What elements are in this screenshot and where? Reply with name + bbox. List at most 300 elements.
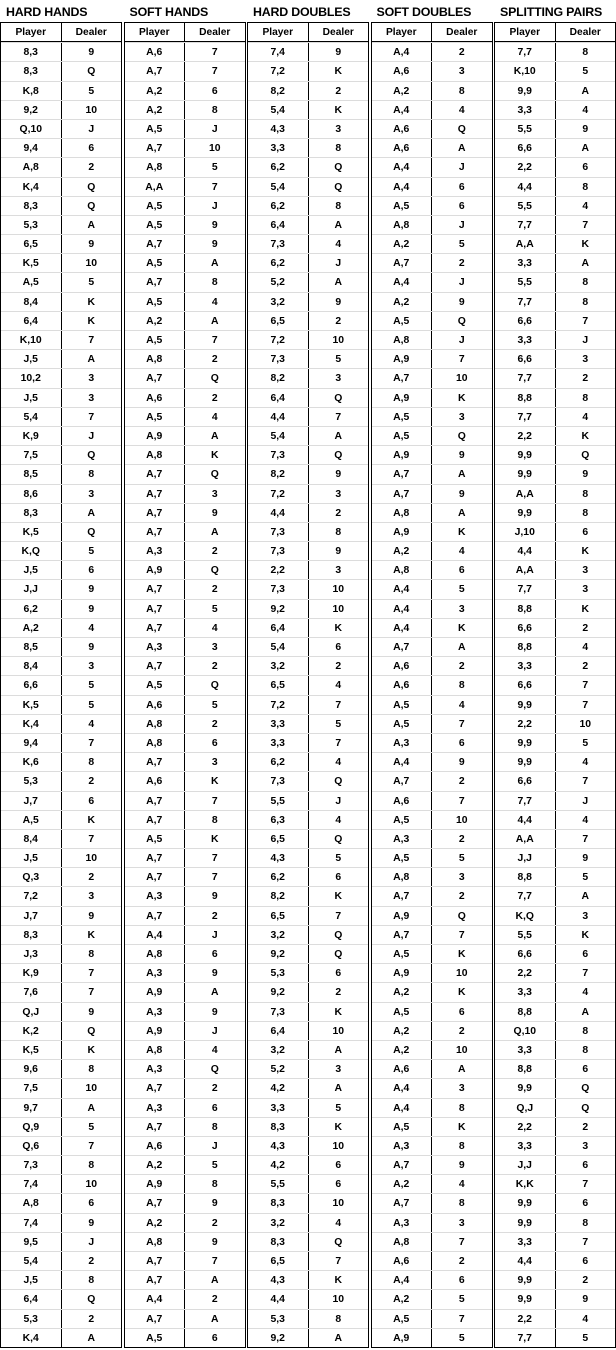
dealer-cell: 8 (555, 1041, 616, 1059)
player-cell: A,6 (393, 143, 410, 155)
dealer-cell: A (308, 1079, 369, 1097)
dealer-cell: 2 (431, 1252, 492, 1270)
table-row (495, 618, 615, 637)
dealer-cell: 6 (555, 1060, 616, 1078)
table-row (1, 599, 121, 618)
splitting-pairs-section (494, 0, 616, 1348)
player-cell: A,A (145, 181, 164, 193)
table-row (248, 1021, 368, 1040)
player-cell: 5,4 (270, 181, 285, 193)
table-row (248, 925, 368, 944)
table-row (372, 925, 492, 944)
table-row (125, 61, 245, 80)
player-cell: 4,2 (270, 1083, 285, 1095)
table-row (372, 1251, 492, 1270)
table-row (495, 522, 615, 541)
table-row (1, 714, 121, 733)
table-row (125, 42, 245, 61)
dealer-cell: 7 (61, 331, 122, 349)
dealer-cell: 7 (61, 1137, 122, 1155)
player-cell: J,5 (23, 392, 38, 404)
table-row (495, 1232, 615, 1251)
dealer-cell: 4 (61, 715, 122, 733)
dealer-cell: 8 (555, 1022, 616, 1040)
table-row (248, 579, 368, 598)
table-header-row (248, 23, 368, 42)
table-row (1, 407, 121, 426)
dealer-cell: 4 (555, 197, 616, 215)
dealer-cell: 5 (184, 1156, 245, 1174)
dealer-cell: J (61, 427, 122, 445)
player-cell: A,6 (393, 661, 410, 673)
dealer-cell: 8 (184, 101, 245, 119)
dealer-cell: J (184, 1022, 245, 1040)
player-cell: 6,2 (270, 162, 285, 174)
table-row (495, 886, 615, 905)
dealer-cell: A (184, 312, 245, 330)
table-row (495, 1213, 615, 1232)
player-cell: 8,8 (517, 603, 532, 615)
table-row (495, 599, 615, 618)
table-row (1, 944, 121, 963)
dealer-cell: 3 (184, 638, 245, 656)
player-cell: A,7 (146, 143, 163, 155)
dealer-cell: 6 (184, 945, 245, 963)
table-row (248, 1174, 368, 1193)
table-row (248, 1155, 368, 1174)
dealer-cell: A (555, 139, 616, 157)
table-row (495, 771, 615, 790)
dealer-cell: 8 (61, 1271, 122, 1289)
player-cell: A,7 (146, 277, 163, 289)
table-row (495, 1002, 615, 1021)
player-cell: 7,3 (23, 1160, 38, 1172)
player-cell: A,8 (393, 219, 410, 231)
table-header-row (372, 23, 492, 42)
dealer-cell: 7 (555, 964, 616, 982)
table-row (248, 407, 368, 426)
player-cell: A,8 (22, 162, 39, 174)
dealer-cell: J (555, 331, 616, 349)
dealer-cell: 2 (184, 657, 245, 675)
player-cell: 5,5 (517, 123, 532, 135)
table-row (1, 1328, 121, 1347)
player-cell: 7,2 (270, 335, 285, 346)
player-cell: A,9 (146, 987, 163, 999)
table-row (495, 196, 615, 215)
dealer-cell: 8 (555, 504, 616, 522)
player-cell: A,7 (393, 642, 410, 653)
player-cell: 5,4 (23, 1256, 38, 1267)
player-cell: 6,5 (270, 1256, 285, 1267)
dealer-cell: K (61, 811, 122, 829)
table-row (248, 177, 368, 196)
player-cell: Q,9 (22, 1121, 40, 1133)
table-row (1, 1098, 121, 1117)
player-cell: 4,4 (517, 546, 532, 558)
player-cell: A,6 (146, 1140, 163, 1152)
player-cell: A,7 (146, 469, 163, 481)
player-cell: A,8 (393, 1236, 410, 1248)
player-cell: 8,8 (517, 1006, 532, 1018)
dealer-cell: 9 (184, 235, 245, 253)
dealer-cell: J (555, 792, 616, 810)
dealer-cell: 7 (308, 696, 369, 714)
table-row (125, 733, 245, 752)
table-row (495, 81, 615, 100)
table-row (372, 1213, 492, 1232)
table-row (1, 42, 121, 61)
player-cell: 8,4 (23, 296, 38, 308)
player-cell: A,3 (146, 1102, 163, 1114)
table-row (495, 42, 615, 61)
player-cell: A,A (515, 239, 534, 251)
table-row (248, 445, 368, 464)
dealer-cell: K (555, 235, 616, 253)
dealer-cell: 4 (431, 542, 492, 560)
dealer-cell: A (184, 983, 245, 1001)
dealer-cell: K (184, 772, 245, 790)
dealer-cell: 10 (308, 1194, 369, 1212)
player-cell: K,2 (22, 1025, 39, 1037)
dealer-cell: 2 (431, 1022, 492, 1040)
table-row (495, 253, 615, 272)
dealer-cell: 2 (431, 887, 492, 905)
table-row (248, 253, 368, 272)
dealer-cell: Q (184, 369, 245, 387)
table-row (248, 791, 368, 810)
dealer-cell: J (184, 1137, 245, 1155)
player-cell: 6,2 (270, 757, 285, 769)
table-row (1, 253, 121, 272)
player-cell: 7,7 (517, 411, 532, 423)
dealer-cell: 7 (555, 216, 616, 234)
dealer-cell: 6 (308, 638, 369, 656)
table-row (1, 1232, 121, 1251)
player-cell: J,7 (23, 795, 38, 807)
player-cell: J,7 (23, 910, 38, 922)
dealer-cell: Q (184, 561, 245, 579)
table-row (125, 637, 245, 656)
section-title: SOFT DOUBLES (376, 5, 472, 19)
player-cell: 7,7 (517, 47, 532, 59)
table-row (1, 119, 121, 138)
dealer-cell: 6 (184, 1099, 245, 1117)
player-cell: 9,2 (270, 603, 285, 615)
table-row (495, 368, 615, 387)
dealer-cell: 2 (184, 542, 245, 560)
table-row (125, 944, 245, 963)
dealer-cell: 9 (184, 504, 245, 522)
table-row (1, 215, 121, 234)
dealer-cell: 10 (184, 139, 245, 157)
player-cell: 5,4 (270, 104, 285, 116)
player-cell: 7,3 (270, 776, 285, 788)
table-row (125, 982, 245, 1001)
table-row (372, 1136, 492, 1155)
player-cell: 4,4 (517, 1256, 532, 1267)
table-row (125, 234, 245, 253)
table-row (495, 388, 615, 407)
player-cell: A,9 (393, 910, 410, 922)
table-row (372, 196, 492, 215)
player-cell: J,3 (23, 949, 38, 960)
dealer-cell: 9 (555, 465, 616, 483)
player-cell: 7,2 (270, 66, 285, 78)
section-title: SPLITTING PAIRS (500, 5, 603, 19)
player-cell: A,7 (393, 1160, 410, 1172)
table-row (495, 1040, 615, 1059)
player-cell: 6,6 (517, 143, 532, 155)
player-cell: 5,5 (517, 200, 532, 212)
table-row (495, 1328, 615, 1347)
table-row (1, 656, 121, 675)
dealer-cell: Q (308, 830, 369, 848)
table-row (1, 349, 121, 368)
dealer-cell: Q (61, 197, 122, 215)
table-row (495, 963, 615, 982)
table-row (125, 177, 245, 196)
dealer-cell: 4 (555, 638, 616, 656)
table-row (248, 1040, 368, 1059)
dealer-cell: 3 (555, 580, 616, 598)
player-cell: A,7 (146, 1313, 163, 1325)
table-row (372, 982, 492, 1001)
player-cell: A,7 (146, 622, 163, 634)
player-cell: 5,4 (270, 642, 285, 653)
dealer-cell: 10 (308, 1290, 369, 1308)
table-row (372, 906, 492, 925)
player-cell: 8,3 (23, 47, 38, 59)
player-cell: 6,6 (517, 622, 532, 634)
dealer-cell: 3 (555, 350, 616, 368)
table-row (1, 196, 121, 215)
table-row (248, 829, 368, 848)
table-row (372, 42, 492, 61)
player-cell: K,9 (22, 968, 39, 980)
dealer-cell: 5 (184, 696, 245, 714)
table-row (125, 119, 245, 138)
dealer-cell: 10 (308, 580, 369, 598)
dealer-cell: 3 (184, 485, 245, 503)
table-row (372, 886, 492, 905)
player-cell: 6,5 (23, 239, 38, 251)
table-row (372, 695, 492, 714)
dealer-cell: K (308, 62, 369, 80)
table-row (1, 1117, 121, 1136)
player-cell: 5,3 (270, 968, 285, 980)
dealer-cell: 9 (431, 485, 492, 503)
dealer-cell: 2 (184, 907, 245, 925)
player-cell: A,8 (22, 1198, 39, 1210)
player-cell: A,3 (393, 1217, 410, 1229)
dealer-cell: 2 (555, 619, 616, 637)
table-row (1, 81, 121, 100)
player-cell: 6,6 (517, 354, 532, 366)
dealer-cell: 10 (431, 1041, 492, 1059)
player-cell: K,5 (22, 258, 39, 270)
table-row (1, 484, 121, 503)
player-cell: A,5 (146, 1332, 163, 1344)
player-cell: A,3 (146, 642, 163, 653)
player-cell: 7,3 (270, 526, 285, 538)
player-cell: 8,3 (270, 1198, 285, 1210)
dealer-cell: 10 (308, 1022, 369, 1040)
player-cell: K,Q (515, 910, 534, 922)
table-row (1, 1289, 121, 1308)
table-row (372, 867, 492, 886)
player-cell: 2,2 (517, 162, 532, 174)
player-cell: 7,3 (270, 1006, 285, 1018)
player-cell: A,7 (393, 891, 410, 903)
player-column-header: Player (509, 27, 541, 38)
table-row (1, 618, 121, 637)
dealer-cell: 9 (555, 120, 616, 138)
dealer-cell: 9 (184, 964, 245, 982)
table-header-row (1, 23, 121, 42)
dealer-cell: A (308, 427, 369, 445)
player-cell: 2,2 (517, 968, 532, 980)
table-row (372, 253, 492, 272)
player-cell: A,A (515, 833, 534, 845)
dealer-cell: 2 (431, 657, 492, 675)
table-row (495, 1098, 615, 1117)
table-row (248, 618, 368, 637)
dealer-cell: Q (431, 427, 492, 445)
dealer-cell: 7 (184, 792, 245, 810)
dealer-cell: 4 (61, 619, 122, 637)
dealer-cell: 4 (555, 408, 616, 426)
table-row (372, 272, 492, 291)
table-row (1, 560, 121, 579)
player-cell: 6,3 (270, 814, 285, 826)
player-cell: 9,9 (517, 737, 532, 749)
dealer-cell: 10 (308, 600, 369, 618)
dealer-cell: 5 (431, 1329, 492, 1347)
dealer-cell: 5 (308, 1099, 369, 1117)
dealer-cell: 2 (308, 82, 369, 100)
dealer-cell: Q (431, 120, 492, 138)
table-row (248, 541, 368, 560)
dealer-cell: J (308, 254, 369, 272)
player-cell: A,7 (393, 258, 410, 270)
dealer-column-header: Dealer (555, 23, 616, 41)
table-row (1, 445, 121, 464)
table-row (125, 1002, 245, 1021)
dealer-cell: 7 (555, 1175, 616, 1193)
table-row (125, 1098, 245, 1117)
player-cell: A,6 (146, 392, 163, 404)
table-row (1, 503, 121, 522)
table-row (1, 1059, 121, 1078)
player-cell: A,7 (146, 661, 163, 673)
player-cell: 9,2 (270, 1332, 285, 1344)
dealer-cell: A (184, 1310, 245, 1328)
dealer-cell: A (184, 523, 245, 541)
table-row (495, 656, 615, 675)
table-row (1, 426, 121, 445)
player-cell: A,7 (146, 488, 163, 500)
dealer-cell: 3 (431, 1214, 492, 1232)
dealer-cell: J (184, 926, 245, 944)
dealer-cell: 7 (184, 331, 245, 349)
table-row (372, 215, 492, 234)
player-cell: K,10 (19, 335, 42, 346)
dealer-cell: 10 (308, 1137, 369, 1155)
dealer-cell: 5 (61, 273, 122, 291)
player-cell: A,7 (393, 373, 410, 385)
player-cell: 6,4 (270, 1025, 285, 1037)
table-row (125, 1155, 245, 1174)
table-row (495, 1193, 615, 1212)
player-cell: 8,3 (23, 929, 38, 941)
player-cell: A,3 (146, 546, 163, 558)
dealer-cell: 2 (555, 1271, 616, 1289)
player-cell: A,9 (146, 565, 163, 577)
player-cell: 5,2 (270, 1064, 285, 1076)
dealer-cell: 2 (555, 657, 616, 675)
player-cell: 8,3 (270, 1236, 285, 1248)
player-cell: 6,2 (270, 200, 285, 212)
player-cell: A,9 (146, 1179, 163, 1191)
table-row (1, 579, 121, 598)
dealer-cell: 6 (308, 1156, 369, 1174)
dealer-cell: 6 (431, 1003, 492, 1021)
table-row (495, 867, 615, 886)
table-row (125, 1174, 245, 1193)
player-cell: 9,9 (517, 1217, 532, 1229)
dealer-cell: A (308, 273, 369, 291)
table-row (1, 100, 121, 119)
player-cell: 2,2 (517, 1313, 532, 1325)
player-cell: 7,4 (23, 1217, 38, 1229)
table-row (248, 42, 368, 61)
dealer-cell: K (555, 542, 616, 560)
table-row (248, 906, 368, 925)
dealer-cell: Q (61, 523, 122, 541)
player-cell: A,4 (393, 47, 410, 59)
dealer-cell: 7 (555, 830, 616, 848)
table-row (372, 1193, 492, 1212)
soft-hands-table (124, 22, 246, 1348)
table-row (372, 656, 492, 675)
table-row (495, 579, 615, 598)
dealer-cell: 9 (308, 293, 369, 311)
dealer-cell: 7 (555, 696, 616, 714)
player-cell: K,5 (22, 1044, 39, 1056)
dealer-cell: 5 (61, 1118, 122, 1136)
table-row (495, 810, 615, 829)
table-row (372, 1117, 492, 1136)
table-row (125, 484, 245, 503)
player-cell: A,9 (146, 430, 163, 442)
player-cell: A,2 (393, 1294, 410, 1306)
dealer-cell: 2 (61, 1310, 122, 1328)
player-cell: 8,4 (23, 661, 38, 673)
dealer-cell: 9 (184, 1194, 245, 1212)
dealer-cell: 2 (184, 580, 245, 598)
dealer-cell: 7 (308, 734, 369, 752)
table-row (1, 61, 121, 80)
dealer-cell: Q (308, 926, 369, 944)
dealer-cell: 7 (555, 772, 616, 790)
dealer-cell: 4 (308, 676, 369, 694)
table-row (495, 234, 615, 253)
player-cell: 9,9 (517, 1275, 532, 1287)
player-cell: K,9 (22, 430, 39, 442)
player-cell: A,6 (393, 66, 410, 78)
player-cell: A,7 (146, 507, 163, 519)
